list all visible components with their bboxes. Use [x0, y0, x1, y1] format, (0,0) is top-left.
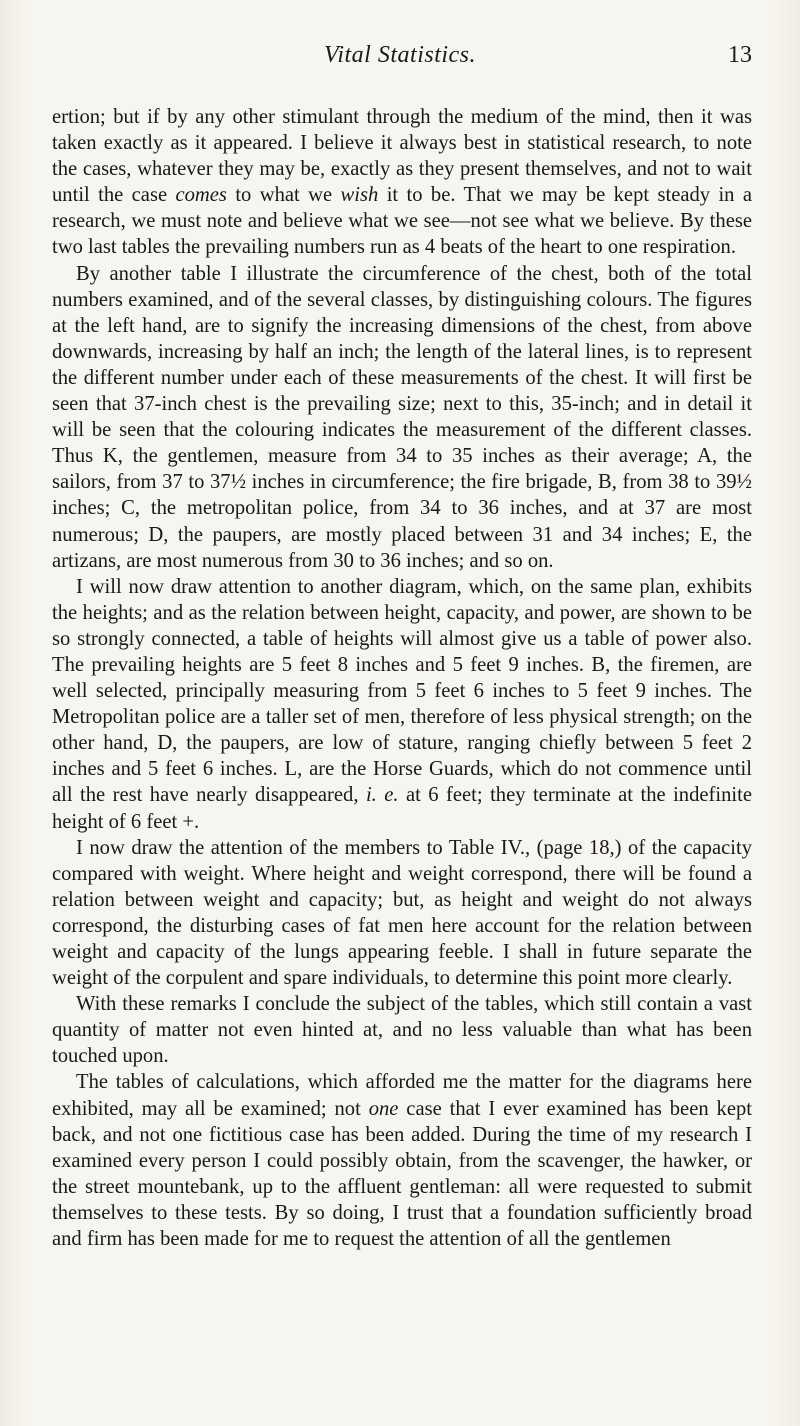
italic-word: comes [175, 184, 227, 207]
italic-word: i. e. [365, 784, 399, 807]
text-segment: it to be. That we may be kept steady in a research, we must note and believe what we see—not see what we believe. By these two last tables the prevailing numbers run as 4 beats of the heart to one respiration. [52, 184, 752, 259]
italic-word: wish [340, 184, 379, 207]
text-segment: I will now draw attention to another diagram, which, on the same plan, exhibits the heights; and as the relation between height, capacity, and power, are shown to be so strongly connected, a table of heights will almost give us a table of power also. The prevailing heights are 5 feet 8 inches and 5 feet 9 inches. B, the firemen, are well selected, principally measuring from 5 feet 6 inches to 5 feet 9 inches. The Metropolitan police are a taller set of men, therefore of less physical strength; on the other hand, D, the paupers, are low of stature, ranging chiefly between 5 feet 2 inches and 5 feet 6 inches. L, are the Horse Guards, which do not commence until all the rest have nearly disappeared, [52, 575, 752, 807]
paragraph-6 [52, 1069, 752, 1252]
paragraph-2 [52, 261, 752, 574]
page-number: 13 [728, 42, 752, 68]
text-segment: to what we [226, 184, 341, 207]
text-segment: I now draw the attention of the members to Table IV., (page 18,) of the capacity compared with weight. Where height and weight correspond, there will be found a relation between weight and capacity; but, as height and weight do not always correspond, the disturbing cases of fat men here account for the relation between weight and capacity of the lungs appearing feeble. I shall in future separate the weight of the corpulent and spare individuals, to determine this point more clearly. [52, 836, 752, 990]
text-segment: By another table I illustrate the circumference of the chest, both of the total numbers examined, and of the several classes, by distinguishing colours. The figures at the left hand, are to signify the increasing dimensions of the chest, from above downwards, increasing by half an inch; the length of the lateral lines, is to represent the different number under each of these measurements of the chest. It will first be seen that 37-inch chest is the prevailing size; next to this, 35-inch; and in detail it will be seen that the colouring indicates the measurement of the different classes. Thus K, the gentlemen, measure from 34 to 35 inches as their average; A, the sailors, from 37 to 37½ inches in circumference; the fire brigade, B, from 38 to 39½ inches; C, the metropolitan police, from 34 to 36 inches, and at 37 are most numerous; D, the paupers, are mostly placed between 31 and 34 inches; E, the artizans, are most numerous from 30 to 36 inches; and so on. [52, 262, 752, 572]
text-segment: The tables of calculations, which afforded me the matter for the diagrams here exhibited, may all be examined; not [52, 1071, 752, 1120]
text-segment: With these remarks I conclude the subject of the tables, which still contain a vast quantity of matter not even hinted at, and no less valuable than what has been touched upon. [52, 993, 752, 1068]
paragraph-4 [52, 835, 752, 992]
text-segment: case that I ever examined has been kept back, and not one fictitious case has been added. During the time of my research I examined every person I could possibly obtain, from the scavenger, the hawker, or the street mountebank, up to the affluent gentleman: all were requested to submit themselves to these tests. By so doing, I trust that a foundation sufficiently broad and firm has been made for me to request the attention of all the gentlemen [52, 1097, 752, 1251]
paragraph-5 [52, 991, 752, 1069]
running-title: Vital Statistics. [323, 42, 477, 68]
text-segment: ertion; but if by any other stimulant through the medium of the mind, then it was taken exactly as it appeared. I believe it always best in statistical research, to note the cases, whatever they may be, exactly as they present themselves, and not to wait until the case [52, 106, 752, 207]
paragraph-3 [52, 574, 752, 835]
paragraph-1 [52, 104, 752, 261]
text-segment: at 6 feet; they terminate at the indefinite height of 6 feet +. [52, 784, 752, 833]
page-header [48, 42, 752, 78]
body-text [52, 104, 752, 1252]
italic-word: one [368, 1097, 399, 1120]
